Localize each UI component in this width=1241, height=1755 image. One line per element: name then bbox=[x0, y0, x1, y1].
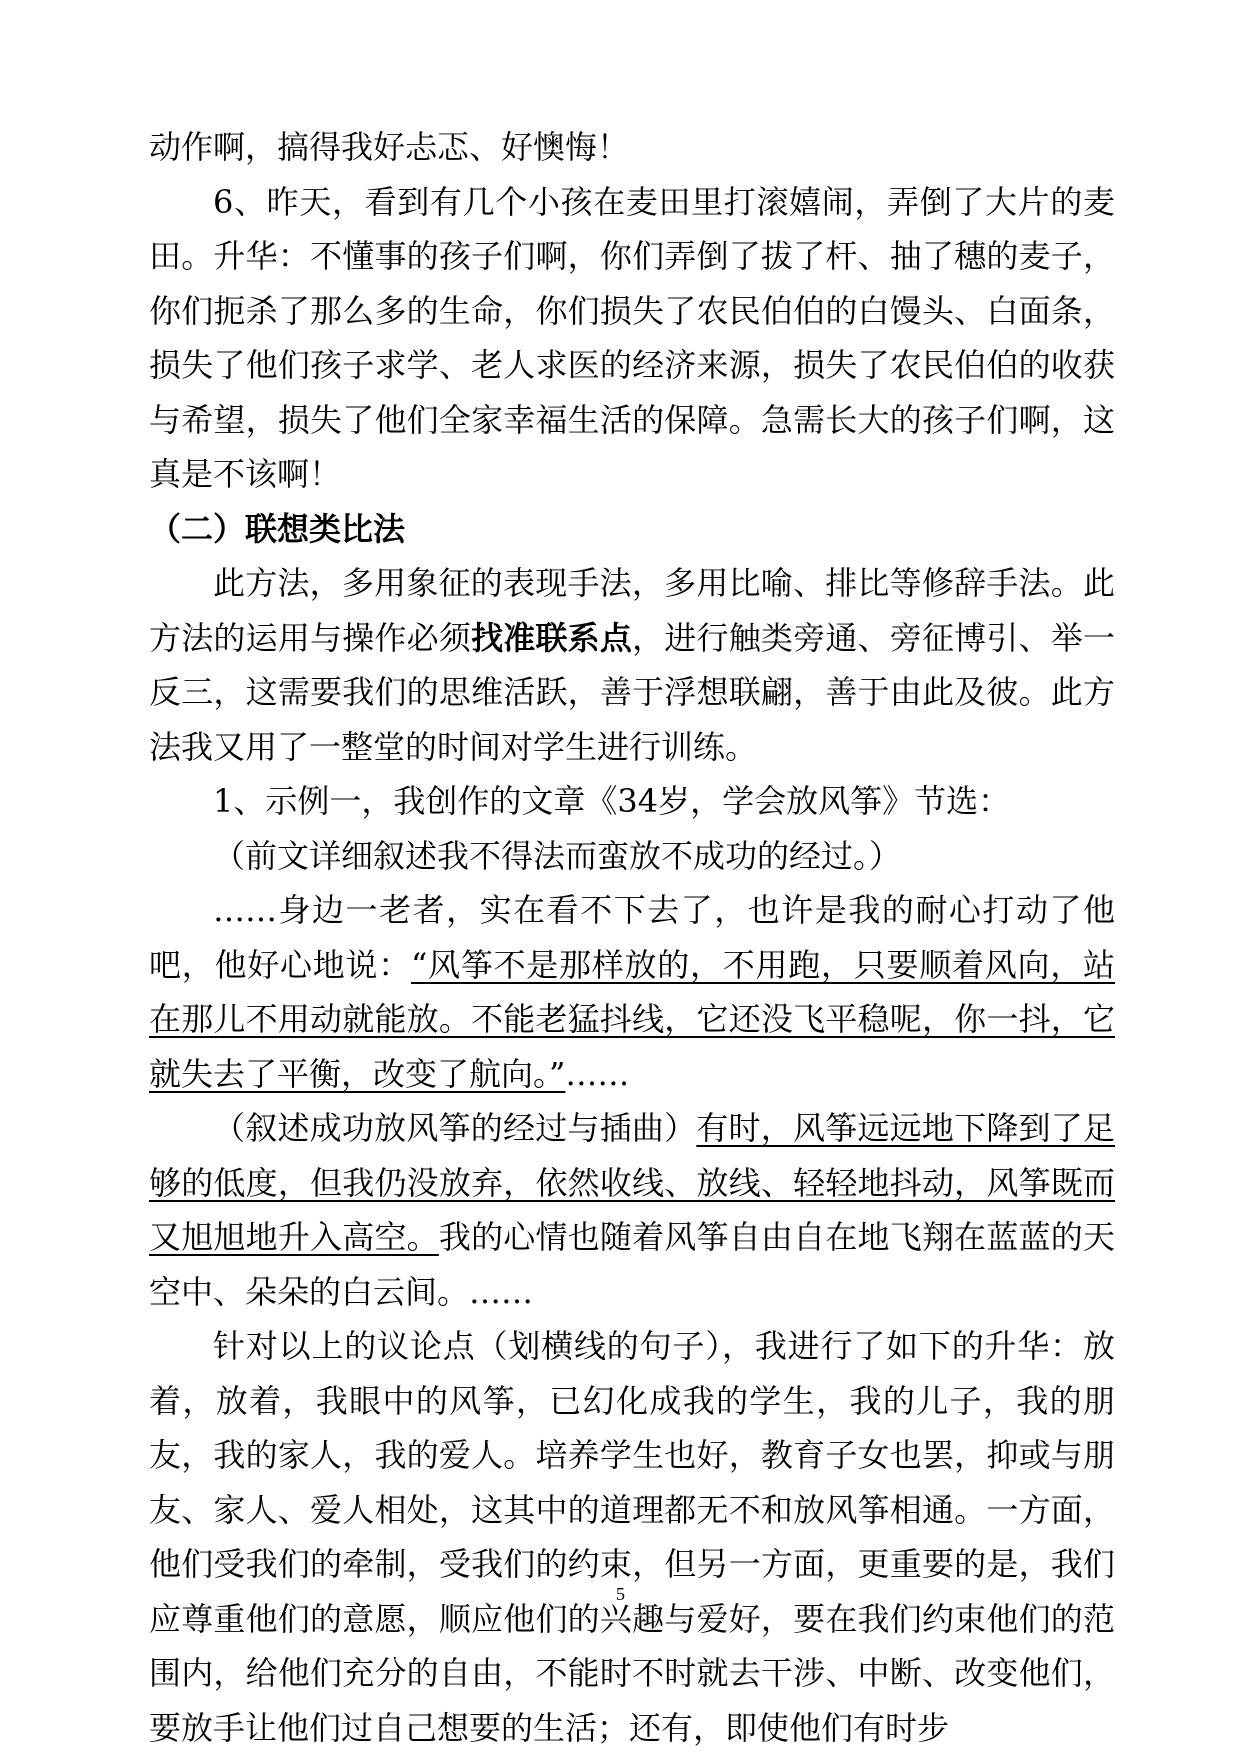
kite-success-lead: （叙述成功放风筝的经过与插曲） bbox=[213, 1109, 697, 1147]
paragraph-sublimation: 针对以上的议论点（划横线的句子），我进行了如下的升华：放着，放着，我眼中的风筝，已幻化成我的学生，我的儿子，我的朋友，我的家人，我的爱人。培养学生也好，教育子女也罢，抑或与朋友、家人、爱人相处，这其中的道理都无不和放风筝相通。一方面，他们受我们的牵制，受我们的约束，但另一方面，更重要的是，我们应尊重他们的意愿，顺应他们的兴趣与爱好，要在我们约束他们的范围内，给他们充分的自由，不能时不时就去干涉、中断、改变他们，要放手让他们过自己想要的生活；还有，即使他们有时步 bbox=[149, 1327, 1115, 1747]
underlined-sentence: 有时，风筝远远地下降到了足够的低度，但我仍没放弃，依然收线、放线、轻轻地抖动，风筝既而又旭旭地升入高空。 bbox=[149, 1109, 1115, 1256]
body-text bbox=[149, 120, 1115, 1755]
section-heading: （二）联想类比法 bbox=[149, 509, 406, 548]
paragraph-example-6: 6、昨天，看到有几个小孩在麦田里打滚嬉闹，弄倒了大片的麦田。升华：不懂事的孩子们啊，你们弄倒了拔了杆、抽了穗的麦子，你们扼杀了那么多的生命，你们损失了农民伯伯的白馒头、白面条，损失了他们孩子求学、老人求医的经济来源，损失了农民伯伯的收获与希望，损失了他们全家幸福生活的保障。急需长大的孩子们啊，这真是不该啊！ bbox=[149, 182, 1115, 493]
paragraph-old-man-quote bbox=[149, 883, 1115, 1101]
paragraph-method-intro bbox=[149, 556, 1115, 774]
method-intro-text-a: 此方法，多用象征的表现手法，多用比喻、排比等修辞手法。此方法的运用与操作必须 bbox=[149, 564, 1115, 657]
page-number: 5 bbox=[616, 1584, 625, 1604]
paragraph-continuation: 动作啊，搞得我好忐忑、好懊悔！ bbox=[149, 128, 630, 166]
quote-ellipsis: …… bbox=[565, 1054, 630, 1093]
method-intro-text-b: ，进行触类旁通、旁征博引、举一反三，这需要我们的思维活跃，善于浮想联翩，善于由此及彼。此方法我又用了一整堂的时间对学生进行训练。 bbox=[149, 618, 1115, 766]
paragraph-kite-success bbox=[149, 1101, 1115, 1319]
kite-success-tail: 我的心情也随着风筝自由自在地飞翔在蓝蓝的天空中、朵朵的白云间。…… bbox=[149, 1218, 1115, 1311]
underlined-quote: “风筝不是那样放的，不用跑，只要顺着风向，站在那儿不用动就能放。不能老猛抖线，它还没飞平稳呢，你一抖，它就失去了平衡，改变了航向。” bbox=[149, 945, 1115, 1093]
paragraph-example-1-title: 1、示例一，我创作的文章《34岁，学会放风筝》节选： bbox=[213, 782, 1011, 820]
quote-lead-text: ……身边一老者，实在看不下去了，也许是我的耐心打动了他吧，他好心地说： bbox=[149, 891, 1115, 984]
paragraph-preface-note: （前文详细叙述我不得法而蛮放不成功的经过。） bbox=[213, 836, 902, 875]
method-intro-bold: 找准联系点 bbox=[471, 618, 633, 657]
